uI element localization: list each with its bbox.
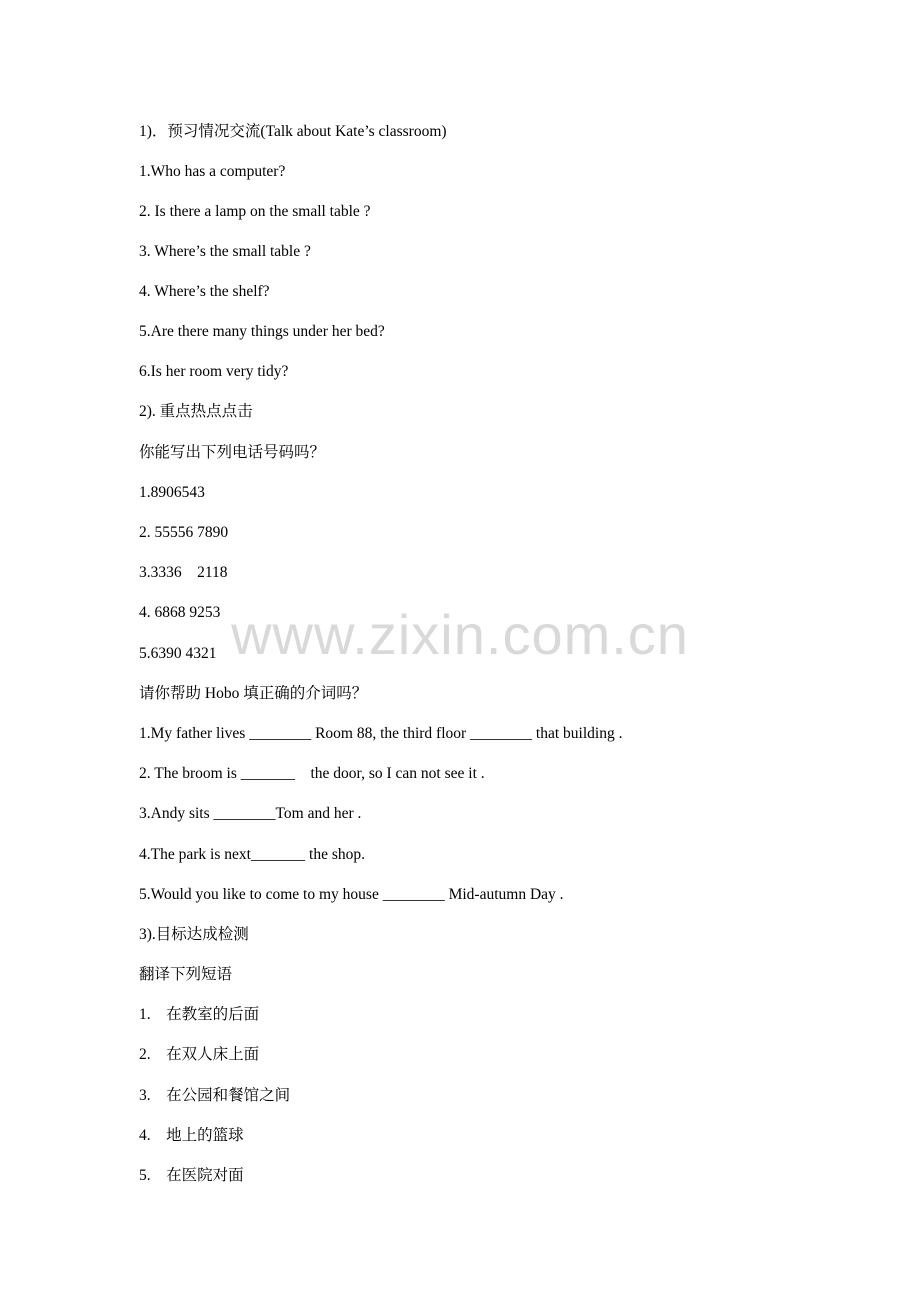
question-2: 2. Is there a lamp on the small table ?	[139, 203, 371, 220]
preposition-item-2: 2. The broom is _______ the door, so I can not see it .	[139, 765, 485, 782]
translate-item-1: 1. 在教室的后面	[139, 1006, 260, 1023]
phone-number-2: 2. 55556 7890	[139, 524, 229, 541]
translate-item-2: 2. 在双人床上面	[139, 1046, 260, 1063]
preposition-item-1: 1.My father lives ________ Room 88, the third floor ________ that building .	[139, 725, 623, 742]
section-3-heading: 3).目标达成检测	[139, 926, 249, 943]
phone-number-3: 3.3336 2118	[139, 564, 228, 581]
phone-number-5: 5.6390 4321	[139, 645, 217, 662]
section-2-heading: 2). 重点热点点击	[139, 403, 253, 420]
preposition-item-4: 4.The park is next_______ the shop.	[139, 846, 366, 863]
phone-number-1: 1.8906543	[139, 484, 205, 501]
question-4: 4. Where’s the shelf?	[139, 283, 270, 300]
question-6: 6.Is her room very tidy?	[139, 363, 289, 380]
preposition-item-5: 5.Would you like to come to my house ________ Mid-autumn Day .	[139, 886, 564, 903]
preposition-item-3: 3.Andy sits ________Tom and her .	[139, 805, 362, 822]
preposition-instruction: 请你帮助 Hobo 填正确的介词吗？	[139, 685, 368, 702]
phone-number-4: 4. 6868 9253	[139, 604, 221, 621]
translate-item-5: 5. 在医院对面	[139, 1167, 244, 1184]
question-3: 3. Where’s the small table ?	[139, 243, 311, 260]
watermark: www.zixin.com.cn	[231, 603, 689, 666]
section-1-heading: 1)．预习情况交流(Talk about Kate’s classroom)	[139, 123, 447, 140]
question-5: 5.Are there many things under her bed?	[139, 323, 385, 340]
phone-instruction: 你能写出下列电话号码吗？	[139, 444, 326, 461]
translate-item-4: 4. 地上的篮球	[139, 1127, 244, 1144]
translate-item-3: 3. 在公园和餐馆之间	[139, 1087, 291, 1104]
translate-instruction: 翻译下列短语	[139, 966, 233, 983]
question-1: 1.Who has a computer?	[139, 163, 286, 180]
